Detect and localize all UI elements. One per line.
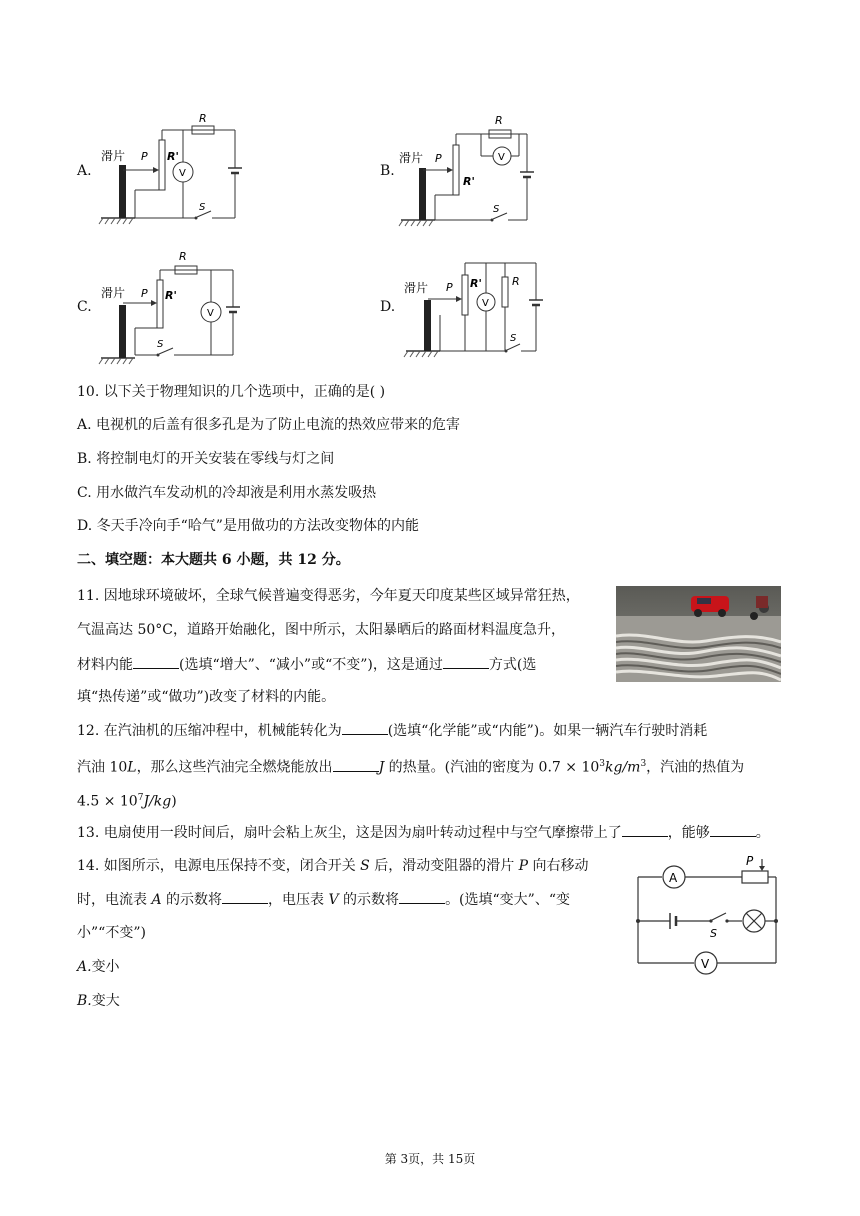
circuit-figure-c	[95, 245, 255, 374]
q11-line-2: 气温高达 50°C，道路开始融化，图中所示，太阳暴晒后的路面材料温度急升，	[77, 622, 565, 638]
svg-text:V: V	[207, 308, 214, 319]
q10-option-a: A. 电视机的后盖有很多孔是为了防止电流的热效应带来的危害	[77, 417, 461, 433]
svg-text:R': R'	[463, 175, 475, 188]
q10-option-b: B. 将控制电灯的开关安装在零线与灯之间	[77, 451, 335, 467]
svg-text:R: R	[495, 114, 503, 127]
svg-text:R: R	[512, 275, 520, 288]
q11-line-3: 材料内能 (选填“增大”、“减小”或“不变”)，这是通过 方式(选	[77, 654, 536, 675]
melting-road-photo	[616, 586, 781, 682]
q12-line-1: 12. 在汽油机的压缩冲程中，机械能转化为 (选填“化学能”或“内能”)。如果一辆汽车行驶时消耗	[77, 720, 707, 741]
svg-text:S: S	[157, 339, 164, 350]
svg-text:P: P	[141, 287, 148, 300]
q12-blank-2	[333, 757, 379, 772]
q14-circuit-figure	[630, 855, 785, 979]
q10-option-c: C. 用水做汽车发动机的冷却液是利用水蒸发吸热	[77, 485, 377, 501]
q11-line-1: 11. 因地球环境破坏，全球气候普遍变得恶劣，今年夏天印度某些区域异常狂热，	[77, 588, 580, 604]
q12-line-3: $4.5 \times 10^7J/kg$)	[77, 793, 177, 810]
svg-text:R': R'	[470, 277, 482, 290]
q14-option-a: A.变小	[77, 959, 120, 975]
svg-text:滑片: 滑片	[101, 286, 126, 300]
svg-text:R: R	[179, 250, 187, 263]
svg-text:P: P	[141, 150, 148, 163]
section-heading: 二、填空题：本大题共 6 小题，共 12 分。	[77, 552, 350, 568]
q11-line-4: 填“热传递”或“做功”)改变了材料的内能。	[77, 689, 336, 705]
svg-text:V: V	[482, 298, 489, 309]
page-number-footer: 第 3页，共 15页	[384, 1152, 476, 1166]
svg-text:R: R	[199, 112, 207, 125]
svg-text:滑片: 滑片	[404, 281, 429, 295]
option-a-label: A.	[77, 163, 92, 179]
q11-blank-1	[133, 654, 179, 669]
q14-blank-1	[222, 889, 268, 904]
q14-option-b: B.变大	[77, 993, 120, 1009]
svg-text:P: P	[446, 281, 453, 294]
svg-text:S: S	[710, 927, 717, 940]
svg-text:S: S	[199, 202, 206, 213]
q12-blank-1	[342, 720, 388, 735]
svg-text:P: P	[746, 855, 754, 868]
q10-stem: 10. 以下关于物理知识的几个选项中，正确的是( )	[77, 384, 386, 400]
svg-text:V: V	[498, 152, 505, 163]
circuit-figure-b	[395, 110, 555, 234]
svg-text:滑片: 滑片	[399, 151, 424, 165]
svg-text:S: S	[510, 333, 517, 344]
svg-text:S: S	[493, 204, 500, 215]
svg-text:R': R'	[167, 150, 179, 163]
q14-line-3: 小”“不变”)	[77, 925, 146, 941]
svg-text:V: V	[179, 168, 186, 179]
q13-blank-2	[710, 822, 756, 837]
q14-line-2: 时，电流表 A 的示数将 ，电压表 V 的示数将 。(选填“变大”、“变	[77, 889, 570, 910]
q14-line-1: 14. 如图所示，电源电压保持不变，闭合开关 S 后，滑动变阻器的滑片 P 向右移动	[77, 858, 589, 874]
svg-text:R': R'	[165, 289, 177, 302]
svg-text:滑片: 滑片	[101, 149, 126, 163]
q13-line: 13. 电扇使用一段时间后，扇叶会粘上灰尘，这是因为扇叶转动过程中与空气摩擦带上了 ，能够 。	[77, 822, 770, 843]
option-b-label: B.	[380, 163, 395, 179]
svg-text:A: A	[669, 871, 678, 885]
option-d-label: D.	[380, 299, 396, 315]
option-c-label: C.	[77, 299, 92, 315]
q10-option-d: D. 冬天手冷向手“哈气”是用做功的方法改变物体的内能	[77, 518, 419, 534]
q13-blank-1	[622, 822, 668, 837]
svg-text:V: V	[701, 957, 710, 971]
q12-line-2: 汽油 10L，那么这些汽油完全燃烧能放出 J 的热量。(汽油的密度为 $0.7 \times 10^3kg/m^3$，汽油的热值为	[77, 754, 744, 778]
circuit-figure-d	[400, 255, 560, 369]
circuit-figure-a	[95, 110, 255, 234]
q14-blank-2	[399, 889, 445, 904]
q11-blank-2	[443, 654, 489, 669]
svg-text:P: P	[435, 152, 442, 165]
